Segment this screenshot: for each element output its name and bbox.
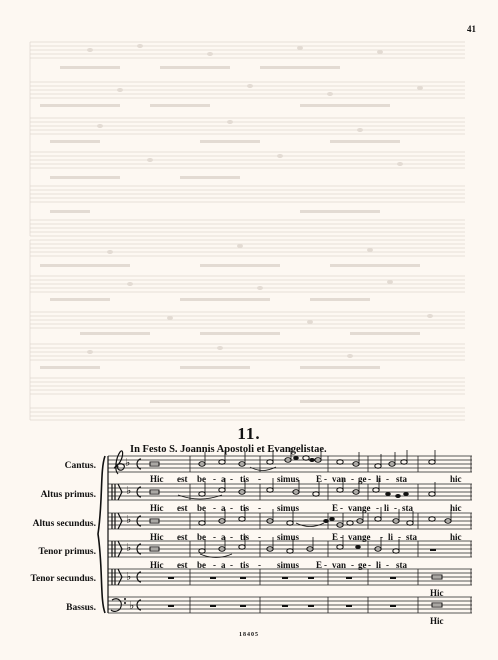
lyric-altus-primus-15: sta <box>402 503 413 513</box>
lyric-cantus-8: simus <box>277 474 300 484</box>
lyric-cantus-10: - <box>324 474 327 484</box>
lyric-altus-primus-10: - <box>340 503 343 513</box>
lyric-altus-secundus-0: Hic <box>150 532 164 542</box>
lyric-tenor-primus-3: - <box>213 560 216 570</box>
lyric-altus-primus-3: - <box>213 503 216 513</box>
voice-name-tenor-secundus: Tenor secundus. <box>30 574 96 584</box>
lyric-altus-primus-7: - <box>258 503 261 513</box>
lyric-tenor-secundus-0: Hic <box>430 588 444 598</box>
lyric-tenor-primus-7: - <box>258 560 261 570</box>
lyric-altus-secundus-8: simus <box>277 532 300 542</box>
lyric-altus-primus-6: tis <box>240 503 249 513</box>
lyric-altus-secundus-11: vange <box>348 532 371 542</box>
lyric-tenor-primus-5: - <box>230 560 233 570</box>
lyric-tenor-primus-8: simus <box>277 560 300 570</box>
lyric-altus-primus-4: a <box>221 503 226 513</box>
svg-text:♭: ♭ <box>125 456 131 469</box>
treble-clef <box>114 451 124 474</box>
lyric-cantus-5: - <box>230 474 233 484</box>
lyric-altus-primus-8: simus <box>277 503 300 513</box>
lyric-altus-primus-9: E <box>332 503 339 513</box>
voice-name-tenor-primus: Tenor primus. <box>38 547 96 557</box>
lyric-altus-secundus-5: - <box>230 532 233 542</box>
lyric-altus-secundus-10: - <box>340 532 343 542</box>
lyric-cantus-15: li <box>376 474 382 484</box>
lyric-tenor-primus-6: tis <box>240 560 249 570</box>
lyric-cantus-3: - <box>213 474 216 484</box>
lyric-tenor-primus-11: van <box>332 560 347 570</box>
lyric-altus-primus-1: est <box>177 503 188 513</box>
lyric-altus-primus-2: be <box>197 503 206 513</box>
lyric-tenor-primus-9: E <box>316 560 323 570</box>
rests <box>168 549 436 607</box>
lyric-altus-secundus-12: - <box>380 532 383 542</box>
lyric-altus-secundus-13: li <box>388 532 394 542</box>
lyric-altus-primus-12: - <box>376 503 379 513</box>
voice-name-bassus: Bassus. <box>66 603 96 613</box>
svg-text:♭: ♭ <box>126 513 132 526</box>
lyric-cantus-9: E <box>316 474 323 484</box>
lyric-tenor-primus-0: Hic <box>150 560 164 570</box>
lyric-tenor-primus-15: li <box>376 560 382 570</box>
svg-text:♭: ♭ <box>126 570 132 583</box>
piece-number: 11. <box>237 424 261 443</box>
lyric-cantus-4: a <box>221 474 226 484</box>
voice-name-altus-secundus: Altus secundus. <box>32 519 96 529</box>
lyric-altus-primus-0: Hic <box>150 503 164 513</box>
lyric-tenor-primus-1: est <box>177 560 188 570</box>
lyric-altus-secundus-9: E <box>332 532 339 542</box>
lyric-altus-primus-14: - <box>394 503 397 513</box>
lyric-cantus-17: sta <box>396 474 407 484</box>
lyric-cantus-0: Hic <box>150 474 164 484</box>
lyric-tenor-primus-13: ge <box>358 560 367 570</box>
lyric-altus-secundus-16: hic <box>450 532 462 542</box>
time-signatures <box>137 459 141 610</box>
svg-text:♭: ♭ <box>129 599 135 612</box>
lyric-altus-primus-5: - <box>230 503 233 513</box>
lyric-altus-secundus-1: est <box>177 532 188 542</box>
lyric-tenor-primus-10: - <box>324 560 327 570</box>
lyric-tenor-primus-16: - <box>386 560 389 570</box>
lyric-altus-primus-13: li <box>384 503 390 513</box>
lyric-cantus-12: - <box>351 474 354 484</box>
lyric-cantus-13: ge <box>358 474 367 484</box>
lyric-altus-secundus-3: - <box>213 532 216 542</box>
lyric-altus-primus-16: hic <box>450 503 462 513</box>
voice-name-altus-primus: Altus primus. <box>40 490 96 500</box>
lyric-tenor-primus-14: - <box>368 560 371 570</box>
page-number: 41 <box>467 24 476 34</box>
lyric-tenor-primus-12: - <box>351 560 354 570</box>
system-brace <box>98 456 105 613</box>
svg-text:♭: ♭ <box>126 541 132 554</box>
lyric-cantus-14: - <box>368 474 371 484</box>
lyric-altus-primus-11: vange <box>348 503 371 513</box>
lyric-cantus-7: - <box>258 474 261 484</box>
lyric-cantus-16: - <box>386 474 389 484</box>
lyric-cantus-2: be <box>197 474 206 484</box>
lyric-cantus-18: hic <box>450 474 462 484</box>
lyric-tenor-primus-4: a <box>221 560 226 570</box>
lyric-cantus-6: tis <box>240 474 249 484</box>
svg-text:♭: ♭ <box>126 484 132 497</box>
lyric-bassus-0: Hic <box>430 616 444 626</box>
lyric-tenor-primus-2: be <box>197 560 206 570</box>
lyric-altus-secundus-4: a <box>221 532 226 542</box>
lyric-altus-secundus-2: be <box>197 532 206 542</box>
lyric-altus-secundus-15: sta <box>406 532 417 542</box>
lyric-tenor-primus-17: sta <box>396 560 407 570</box>
lyric-cantus-11: van <box>332 474 347 484</box>
plate-number: 18405 <box>239 632 259 638</box>
lyric-cantus-1: est <box>177 474 188 484</box>
lyric-altus-secundus-6: tis <box>240 532 249 542</box>
lyric-altus-secundus-7: - <box>258 532 261 542</box>
piece-subtitle: In Festo S. Joannis Apostoli et Evangelistae. <box>130 444 327 455</box>
voice-name-cantus: Cantus. <box>64 461 96 471</box>
lyric-altus-secundus-14: - <box>398 532 401 542</box>
